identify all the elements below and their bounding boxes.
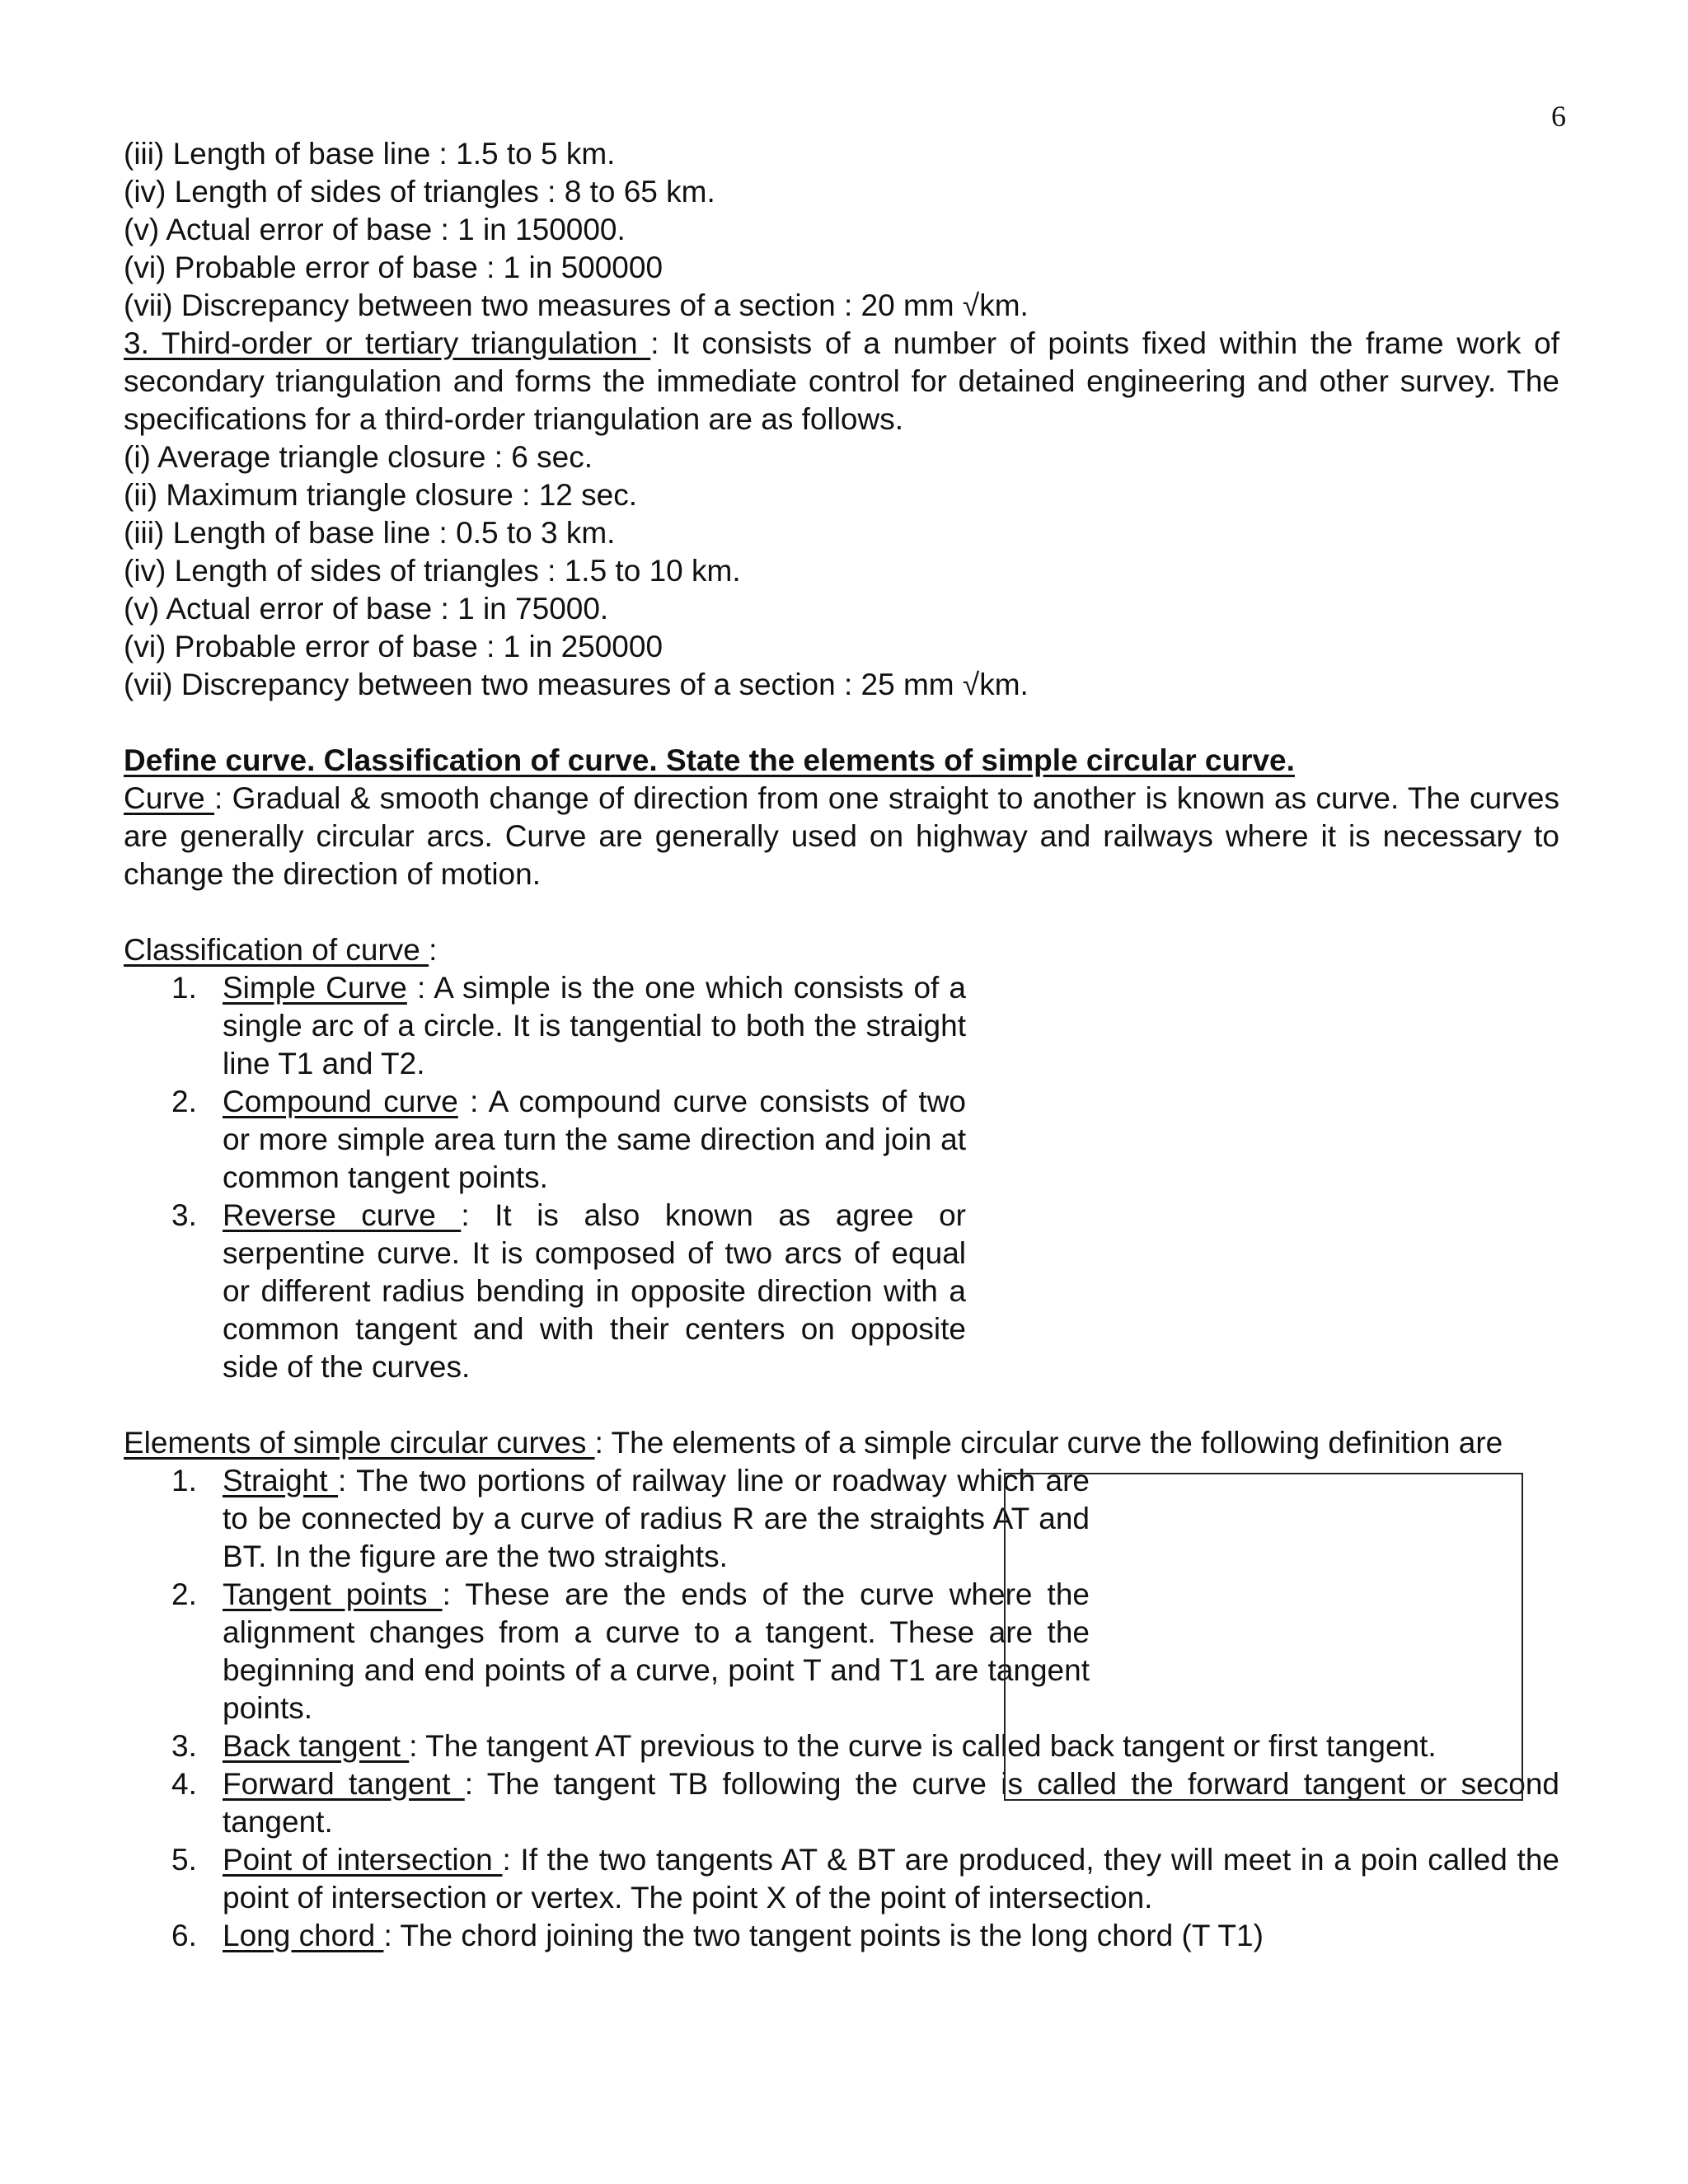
item-text: : These are the ends of the curve where the alignment changes from a curve to a tangent. These are the beginning and end points of a curve, point T and T1 are tangent points. [223,1577,1090,1725]
item-term: Long chord [223,1919,384,1952]
secondary-spec-item: (vi) Probable error of base : 1 in 500000 [124,251,663,284]
third-order-term: 3. Third-order or tertiary triangulation [124,326,651,360]
elements-term: Elements of simple circular curves [124,1426,595,1460]
classification-list [124,969,966,1386]
secondary-spec-item: (iii) Length of base line : 1.5 to 5 km. [124,137,616,171]
curve-term: Curve [124,781,215,815]
page-number: 6 [1551,100,1566,133]
list-item [124,1197,966,1386]
third-spec-item: (i) Average triangle closure : 6 sec. [124,440,593,474]
elements-intro-text: : The elements of a simple circular curve the following definition are [594,1426,1503,1460]
item-term: Back tangent [223,1729,410,1763]
item-term: Simple Curve [223,971,407,1005]
item-text: : If the two tangents AT & BT are produced, they will meet in a poin called the point of intersection or vertex. The point X of the point of intersection. [223,1843,1559,1915]
spacer [124,1386,1559,1424]
elements-intro [124,1424,1559,1462]
item-text: : A simple is the one which consists of a single arc of a circle. It is tangential to both the straight line T1 and T2. [223,971,966,1080]
item-term: Forward tangent [223,1767,465,1801]
curve-section-heading: Define curve. Classification of curve. State the elements of simple circular curve. [124,743,1295,777]
list-item [124,1841,1559,1917]
list-item [124,1462,1090,1576]
item-text: : A compound curve consists of two or more simple area turn the same direction and join at common tangent points. [223,1085,966,1194]
item-text: : The tangent AT previous to the curve is called back tangent or first tangent. [409,1729,1437,1763]
item-term: Compound curve [223,1085,458,1118]
third-spec-item: (ii) Maximum triangle closure : 12 sec. [124,478,638,512]
third-spec-item: (iv) Length of sides of triangles : 1.5 to 10 km. [124,554,741,588]
third-order-text: : It consists of a number of points fixed within the frame work of secondary triangulation and forms the immediate control for detained engineering and other survey. The specifications for a third-order triangulation are as follows. [124,326,1559,436]
classification-term: Classification of curve [124,933,429,967]
third-spec-item: (vi) Probable error of base : 1 in 250000 [124,630,663,663]
item-text: : It is also known as agree or serpentine curve. It is composed of two arcs of equal or different radius bending in opposite direction with a common tangent and with their centers on opposite side of the curves. [223,1198,966,1384]
list-item [124,1917,1559,1955]
list-item [124,1576,1090,1727]
secondary-spec-list [124,135,1559,325]
item-number: 1. [171,971,197,1005]
item-number: 2. [171,1085,197,1118]
item-number: 5. [171,1843,197,1877]
secondary-spec-item: (iv) Length of sides of triangles : 8 to 65 km. [124,175,715,209]
item-text: : The two portions of railway line or roadway which are to be connected by a curve of radius R are the straights AT and BT. In the figure are the two straights. [223,1464,1090,1573]
item-term: Reverse curve [223,1198,462,1232]
classification-heading [124,931,1559,969]
item-number: 6. [171,1919,197,1952]
third-spec-item: (iii) Length of base line : 0.5 to 3 km. [124,516,616,550]
third-order-paragraph [124,325,1559,438]
classification-suffix: : [429,933,438,967]
item-number: 3. [171,1198,197,1232]
secondary-spec-item: (vii) Discrepancy between two measures of a section : 20 mm √km. [124,288,1029,322]
spacer [124,704,1559,742]
third-spec-item: (v) Actual error of base : 1 in 75000. [124,592,609,626]
list-item [124,969,966,1083]
curve-definition [124,780,1559,893]
item-text: : The chord joining the two tangent points is the long chord (T T1) [383,1919,1264,1952]
item-term: Point of intersection [223,1843,503,1877]
third-spec-list [124,438,1559,704]
item-number: 1. [171,1464,197,1497]
item-term: Straight [223,1464,339,1497]
item-text: : The tangent TB following the curve is called the forward tangent or second tangent. [223,1767,1559,1839]
third-spec-item: (vii) Discrepancy between two measures of a section : 25 mm √km. [124,668,1029,701]
item-number: 4. [171,1767,197,1801]
curve-definition-text: : Gradual & smooth change of direction from one straight to another is known as curve. The curves are generally circular arcs. Curve are generally used on highway and railways where it is necessary to change the direction of motion. [124,781,1559,891]
figure-placeholder [1004,1473,1523,1801]
list-item [124,1083,966,1197]
item-number: 2. [171,1577,197,1611]
secondary-spec-item: (v) Actual error of base : 1 in 150000. [124,213,626,246]
item-term: Tangent points [223,1577,443,1611]
spacer [124,893,1559,931]
item-number: 3. [171,1729,197,1763]
